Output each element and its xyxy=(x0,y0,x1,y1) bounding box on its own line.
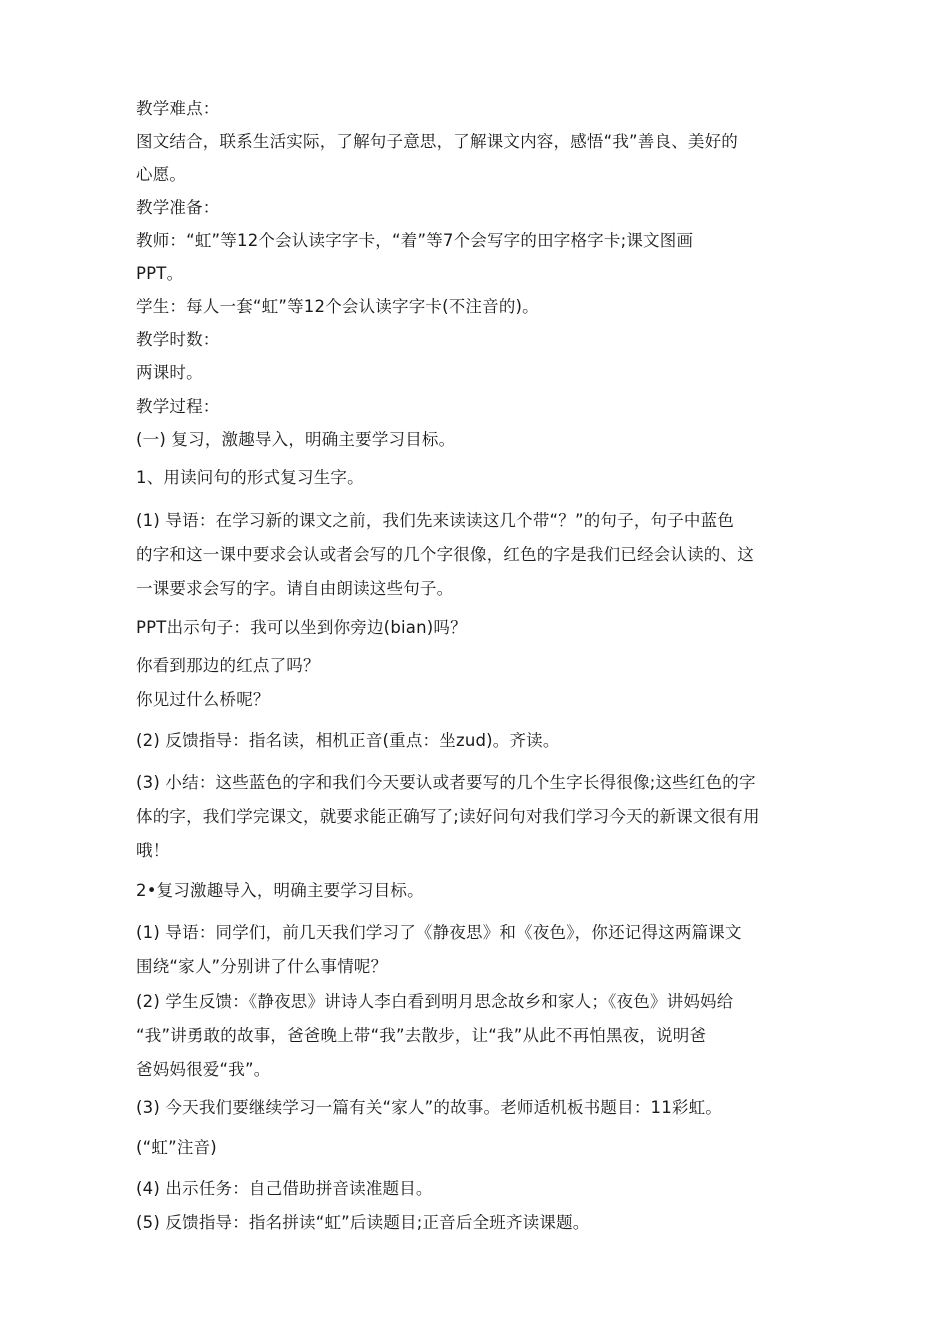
text-line: (2) 反馈指导：指名读，相机正音(重点：坐zud)。齐读。 xyxy=(136,731,560,750)
text-line: 的字和这一课中要求会认或者会写的几个字很像，红色的字是我们已经会认读的、这 xyxy=(136,545,754,564)
text-line: 图文结合，联系生活实际，了解句子意思，了解课文内容，感悟“我”善良、美好的 xyxy=(136,132,738,151)
text-line: 心愿。 xyxy=(136,165,187,184)
text-line: 教学准备： xyxy=(136,198,220,217)
text-line: 学生：每人一套“虹”等12个会认读字字卡(不注音的)。 xyxy=(136,297,539,316)
text-line: (1) 导语：同学们，前几天我们学习了《静夜思》和《夜色》，你还记得这两篇课文 xyxy=(136,923,742,942)
text-line: (一) 复习，激趣导入，明确主要学习目标。 xyxy=(136,430,456,449)
text-line: “我”讲勇敢的故事，爸爸晚上带“我”去散步，让“我”从此不再怕黑夜，说明爸 xyxy=(136,1026,707,1045)
text-line: 1、用读问句的形式复习生字。 xyxy=(136,468,364,487)
text-line: (3) 小结：这些蓝色的字和我们今天要认或者要写的几个生字长得很像;这些红色的字 xyxy=(136,773,756,792)
text-line: (3) 今天我们要继续学习一篇有关“家人”的故事。老师适机板书题目：11彩虹。 xyxy=(136,1098,723,1117)
text-line: 2•复习激趣导入，明确主要学习目标。 xyxy=(136,881,424,900)
text-line: 两课时。 xyxy=(136,363,203,382)
text-line: 围绕“家人”分别讲了什么事情呢？ xyxy=(136,957,388,976)
text-line: (5) 反馈指导：指名拼读“虹”后读题目;正音后全班齐读课题。 xyxy=(136,1213,590,1232)
text-line: (4) 出示任务：自己借助拼音读准题目。 xyxy=(136,1179,433,1198)
text-line: PPT。 xyxy=(136,264,184,283)
text-line: PPT出示句子：我可以坐到你旁边(bian)吗？ xyxy=(136,618,467,637)
text-line: 哦！ xyxy=(136,841,170,860)
text-line: 教学时数： xyxy=(136,330,220,349)
text-line: (1) 导语：在学习新的课文之前，我们先来读读这几个带“？”的句子，句子中蓝色 xyxy=(136,511,735,530)
text-line: 教学难点： xyxy=(136,99,220,118)
text-line: (“虹”注音) xyxy=(136,1138,217,1157)
text-line: 你见过什么桥呢？ xyxy=(136,690,270,709)
text-line: 爸妈妈很爱“我”。 xyxy=(136,1060,271,1079)
text-line: 体的字，我们学完课文，就要求能正确写了;读好问句对我们学习今天的新课文很有用 xyxy=(136,807,760,826)
text-line: 你看到那边的红点了吗？ xyxy=(136,656,320,675)
text-line: 一课要求会写的字。请自由朗读这些句子。 xyxy=(136,579,454,598)
text-line: 教师：“虹”等12个会认读字字卡，“着”等7个会写字的田字格字卡;课文图画 xyxy=(136,231,694,250)
text-line: 教学过程： xyxy=(136,397,220,416)
text-line: (2) 学生反馈：《静夜思》讲诗人李白看到明月思念故乡和家人；《夜色》讲妈妈给 xyxy=(136,992,734,1011)
